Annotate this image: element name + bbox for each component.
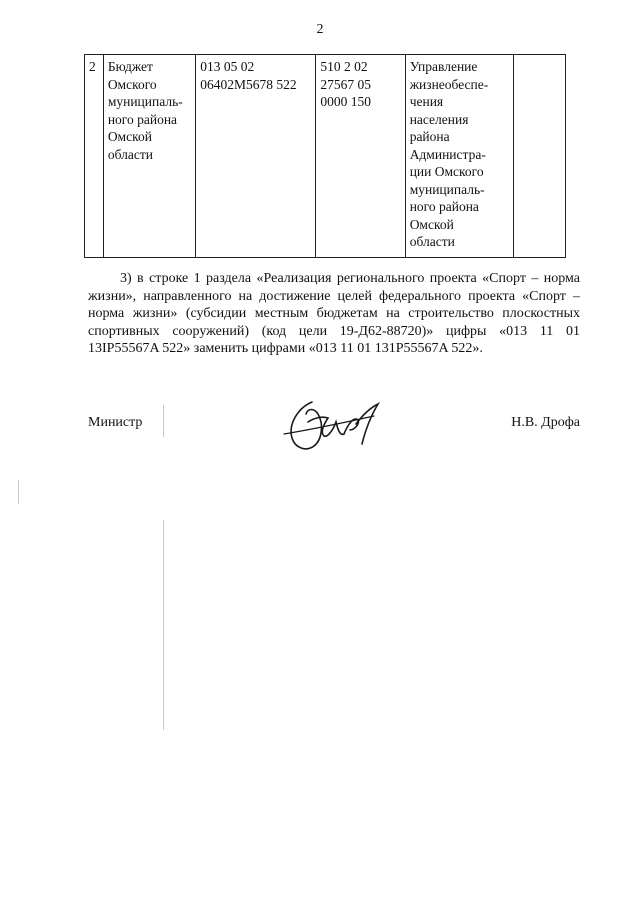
administrator-line: населения xyxy=(409,111,469,127)
empty-cell xyxy=(513,55,566,258)
row-number: 2 xyxy=(85,55,104,258)
revenue-code-cell xyxy=(316,55,405,258)
administrator-line: Управление xyxy=(409,59,478,74)
administrator-line: ного района xyxy=(409,199,479,214)
page-number: 2 xyxy=(316,22,324,37)
administrator-line: области xyxy=(409,234,455,249)
administrator-line: жизнеобеспе- xyxy=(409,76,489,92)
budget-line: Омского xyxy=(107,76,157,92)
handwritten-signature-icon xyxy=(278,394,388,456)
budget-line: Бюджет xyxy=(107,59,153,74)
administrator-line: Омской xyxy=(409,216,454,232)
budget-table xyxy=(84,54,566,258)
budget-line: ного района xyxy=(107,111,178,127)
administrator-line: района xyxy=(409,129,450,144)
signer-title: Министр xyxy=(88,415,143,430)
budget-line: муниципаль- xyxy=(107,94,183,109)
code-line: 06402M5678 522 xyxy=(200,76,297,92)
scan-artifact-line xyxy=(163,520,164,730)
budget-line: области xyxy=(107,146,153,162)
scan-artifact-line xyxy=(163,405,164,437)
signer-name: Н.В. Дрофа xyxy=(511,415,580,430)
administrator-cell xyxy=(405,55,513,258)
code-line: 510 2 02 xyxy=(320,59,368,74)
classification-code-cell xyxy=(196,55,316,258)
administrator-line: чения xyxy=(409,94,444,109)
administrator-line: ции Омского xyxy=(409,164,484,179)
code-line: 0000 150 xyxy=(320,94,372,109)
budget-cell xyxy=(103,55,195,258)
administrator-line: Администра- xyxy=(409,146,486,162)
code-line: 27567 05 xyxy=(320,76,372,92)
table-row xyxy=(85,55,566,258)
administrator-line: муниципаль- xyxy=(409,181,485,197)
amendment-paragraph: 3) в строке 1 раздела «Реализация регионального проекта «Спорт – норма жизни», направленного на достижение целей федерального проекта «Спорт – норма жизни» (субсидии местным бюджетам на строительство плоскостных спортивных сооружений) (код цели 19-Д62-88720)» цифры «013 11 01 13IP55567A 522» заменить цифрами «013 11 01 131P55567A 522». xyxy=(88,271,580,356)
scan-artifact-line xyxy=(18,480,19,504)
budget-line: Омской xyxy=(107,129,152,144)
code-line: 013 05 02 xyxy=(200,59,255,74)
